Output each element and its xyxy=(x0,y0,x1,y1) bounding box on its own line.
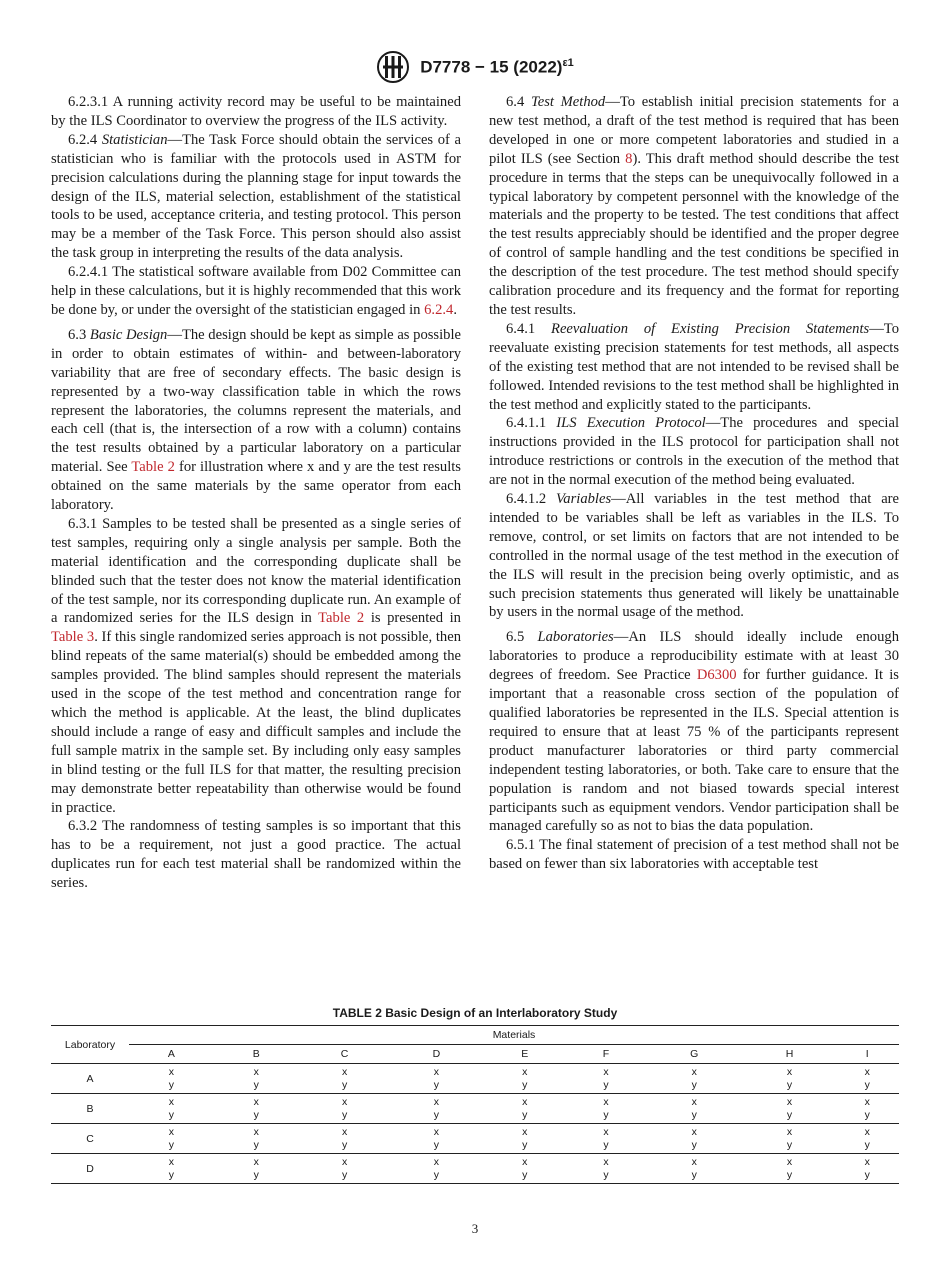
result-cell xyxy=(390,1124,482,1154)
x-result: x xyxy=(433,1156,440,1168)
paragraph-6-5-1: 6.5.1 The final statement of precision of a test method shall not be based on fewer than six laboratories with acceptable test xyxy=(489,837,899,873)
x-result: x xyxy=(168,1066,175,1078)
y-result: y xyxy=(253,1169,259,1181)
result-cell xyxy=(214,1064,299,1094)
x-result: x xyxy=(168,1126,175,1138)
paragraph-6-4: 6.4 Test Method—To establish initial precision statements for a new test method, a draft of the test method is required that has been developed in one or more competent laboratories and studied in a pilot ILS (see Section 8). This draft method should describe the test procedure in terms that the steps can be unequivocally followed in a typical laboratory by competent personnel with the knowledge of the materials and the property to be tested. The test conditions that affect the test results appreciably should be identified and the proper degree of control of sample handling and the test conditions be specified in the description of the test procedure. The test method should specify calibration procedure and its frequency and the format for reporting the test results. xyxy=(489,94,900,318)
x-result: x xyxy=(168,1096,175,1108)
y-result: y xyxy=(522,1109,528,1121)
y-result: y xyxy=(168,1109,175,1121)
section-8-link[interactable]: 8 xyxy=(625,150,633,167)
x-result: x xyxy=(168,1156,175,1168)
result-cell xyxy=(567,1094,645,1124)
y-result: y xyxy=(522,1139,528,1151)
material-column-header: G xyxy=(645,1045,744,1064)
y-result: y xyxy=(341,1169,348,1181)
result-cell xyxy=(567,1154,645,1184)
x-result: x xyxy=(341,1096,348,1108)
x-result: x xyxy=(253,1066,259,1078)
x-result: x xyxy=(864,1066,870,1078)
page-number: 3 xyxy=(471,1221,479,1236)
y-result: y xyxy=(522,1079,528,1091)
result-cell xyxy=(835,1154,899,1184)
x-result: x xyxy=(864,1096,870,1108)
x-result: x xyxy=(786,1066,793,1078)
y-result: y xyxy=(341,1139,348,1151)
document-designation: D7778 − 15 $(2022)^{\varepsilon 1}$ xyxy=(420,56,574,77)
x-result: x xyxy=(603,1066,609,1078)
paragraph-6-2-3-1: 6.2.3.1 A running activity record may be useful to be maintained by the ILS Coordinator to overview the progress of the ILS activity. xyxy=(51,94,461,129)
material-column-header: B xyxy=(214,1045,299,1064)
paragraph-6-3: 6.3 Basic Design—The design should be kept as simple as possible in order to obtain estimates of within- and between-laboratory variability that are free of secondary effects. The basic design is represented by a two-way classification table in which the rows represent the laboratories, the columns represent the materials, and each cell (that is, the intersection of a row with a column) contains the test results obtained by a particular laboratory on a particular material. See Table 2 for illustration where x and y are the test results obtained on the same materials by the same operator from each laboratory. xyxy=(51,326,461,514)
result-cell xyxy=(744,1064,836,1094)
result-cell xyxy=(744,1124,836,1154)
material-column-header: H xyxy=(744,1045,836,1064)
y-result: y xyxy=(168,1169,175,1181)
result-cell xyxy=(390,1154,482,1184)
y-result: y xyxy=(341,1079,348,1091)
y-result: y xyxy=(341,1109,348,1121)
laboratory-cell: D xyxy=(51,1154,129,1184)
x-result: x xyxy=(253,1096,259,1108)
table-row xyxy=(51,1154,899,1184)
result-cell xyxy=(299,1124,391,1154)
material-column-header: C xyxy=(299,1045,391,1064)
table-row xyxy=(51,1094,899,1124)
x-result: x xyxy=(691,1066,697,1078)
result-cell xyxy=(835,1064,899,1094)
laboratory-cell: A xyxy=(51,1064,129,1094)
y-result: y xyxy=(433,1139,440,1151)
y-result: y xyxy=(691,1169,697,1181)
x-result: x xyxy=(786,1096,793,1108)
x-result: x xyxy=(786,1156,793,1168)
x-result: x xyxy=(786,1126,793,1138)
x-result: x xyxy=(603,1096,609,1108)
ils-design-table xyxy=(51,1025,899,1184)
result-cell xyxy=(482,1094,567,1124)
x-result: x xyxy=(433,1126,440,1138)
astm-logo-icon xyxy=(376,50,410,84)
laboratory-header: Laboratory xyxy=(51,1026,129,1064)
x-result: x xyxy=(691,1156,697,1168)
table-2-link[interactable]: Table 2 xyxy=(318,610,365,627)
result-cell xyxy=(214,1124,299,1154)
result-cell xyxy=(835,1124,899,1154)
result-cell xyxy=(645,1154,744,1184)
x-result: x xyxy=(522,1126,528,1138)
y-result: y xyxy=(522,1169,528,1181)
x-result: x xyxy=(603,1126,609,1138)
result-cell xyxy=(129,1154,214,1184)
y-result: y xyxy=(864,1169,870,1181)
y-result: y xyxy=(864,1139,870,1151)
result-cell xyxy=(645,1124,744,1154)
y-result: y xyxy=(433,1169,440,1181)
x-result: x xyxy=(341,1126,348,1138)
result-cell xyxy=(744,1154,836,1184)
paragraph-6-2-4-1: 6.2.4.1 The statistical software available from D02 Committee can help in these calculations, but it is highly recommended that this work be done by, or under the oversight of the statistician engaged in 6.2.4. xyxy=(51,264,461,318)
paragraph-6-5: 6.5 Laboratories—An ILS should ideally include enough laboratories to produce a reproducibility estimate with at least 30 degrees of freedom. See Practice D6300 for further guidance. It is important that a reasonable cross section of the population of qualified laboratories be represented in the ILS. Special attention is required to ensure that at least 75 % of the participants represent product manufacturer laboratories or third party commercial independent testing laboratories, or both. Take care to ensure that the population is random and not biased towards special interest participants such as equipment vendors. Vendor participation shall be managed carefully so as not to bias the data population. xyxy=(489,629,899,835)
paragraph-6-3-1: 6.3.1 Samples to be tested shall be presented as a single series of test samples, requiring only a single analysis per sample. Both the material identification and the corresponding duplicate shall be blinded such that the tester does not know the material identification of the test sample, nor its corresponding duplicate run. An example of a randomized series for the ILS design in Table 2 is presented in Table 3. If this single randomized series approach is not possible, then blind repeats of the same material(s) should be embedded among the samples provided. The blind samples should represent the materials used in the scope of the test method and concentration range for which the method is applicable. At the least, the blind duplicates should include a range of easy and difficult samples and include the full sample matrix in the sample set. By including only easy samples in blind testing or the full ILS for that matter, the resulting precision may demonstrate better repeatability than otherwise would be found in practice. xyxy=(51,515,461,816)
result-cell xyxy=(129,1094,214,1124)
result-cell xyxy=(482,1154,567,1184)
y-result: y xyxy=(603,1169,609,1181)
material-column-header: F xyxy=(567,1045,645,1064)
y-result: y xyxy=(691,1139,697,1151)
practice-d6300-link[interactable]: D6300 xyxy=(696,667,737,684)
x-result: x xyxy=(341,1156,348,1168)
result-cell xyxy=(299,1064,391,1094)
y-result: y xyxy=(253,1079,259,1091)
y-result: y xyxy=(786,1109,793,1121)
x-result: x xyxy=(691,1096,697,1108)
y-result: y xyxy=(864,1079,870,1091)
result-cell xyxy=(214,1154,299,1184)
y-result: y xyxy=(603,1079,609,1091)
left-column xyxy=(51,93,461,893)
table-row xyxy=(51,1064,899,1094)
x-result: x xyxy=(433,1066,440,1078)
x-result: x xyxy=(341,1066,348,1078)
result-cell xyxy=(567,1064,645,1094)
paragraph-6-2-4: 6.2.4 Statistician—The Task Force should obtain the services of a statistician who is familiar with the protocols used in ASTM for precision calculations during the planning stage for input towards the design of the ILS, material selection, establishment of the statistical tools to be used, acceptance criteria, and testing protocol. This person may be a member of the Task Force. This person should also assist the task group in interpreting the results of the data analysis. xyxy=(51,131,461,262)
x-result: x xyxy=(253,1126,259,1138)
x-result: x xyxy=(253,1156,259,1168)
y-result: y xyxy=(253,1139,259,1151)
y-result: y xyxy=(864,1109,870,1121)
paragraph-6-4-1-1: 6.4.1.1 ILS Execution Protocol—The procedures and special instructions provided in the ILS protocol for participation shall not introduce restrictions or controls in the execution of the method that are not in the normal execution of the method being evaluated. xyxy=(489,415,899,489)
result-cell xyxy=(835,1094,899,1124)
result-cell xyxy=(390,1094,482,1124)
result-cell xyxy=(744,1094,836,1124)
result-cell xyxy=(214,1094,299,1124)
material-column-header: D xyxy=(390,1045,482,1064)
paragraph-6-3-2: 6.3.2 The randomness of testing samples is so important that this has to be a requirement, not just a good practice. The actual duplicates run for each test material shall be randomized within the series. xyxy=(51,818,461,892)
result-cell xyxy=(299,1154,391,1184)
y-result: y xyxy=(691,1079,697,1091)
right-column xyxy=(489,93,899,874)
table-row xyxy=(51,1124,899,1154)
material-column-header: I xyxy=(835,1045,899,1064)
result-cell xyxy=(129,1064,214,1094)
material-column-header: E xyxy=(482,1045,567,1064)
table-2-link[interactable]: Table 2 xyxy=(131,459,175,476)
x-result: x xyxy=(864,1156,870,1168)
result-cell xyxy=(129,1124,214,1154)
x-result: x xyxy=(603,1156,609,1168)
x-result: x xyxy=(522,1156,528,1168)
x-result: x xyxy=(864,1126,870,1138)
table-3-link[interactable]: Table 3 xyxy=(51,629,95,646)
paragraph-6-4-1-2: 6.4.1.2 Variables—All variables in the test method that are intended to be variables shall be left as variables in the ILS. To remove, control, or set limits on factors that are not intended to be controlled in the normal usage of the test method in the execution of the ILS will result in the precision being overly optimistic, and as such precision statements thus generated will likely be unattainable by users in the normal usage of the method. xyxy=(489,491,900,621)
materials-header: Materials xyxy=(129,1026,899,1045)
laboratory-cell: B xyxy=(51,1094,129,1124)
y-result: y xyxy=(786,1139,793,1151)
result-cell xyxy=(390,1064,482,1094)
x-result: x xyxy=(522,1096,528,1108)
paragraph-6-4-1: 6.4.1 Reevaluation of Existing Precision Statements—To reevaluate existing precision statements for test methods, all aspects of the existing test method that are not intended to be revised shall be followed. Intended revisions to the test method shall be highlighted in the test method and explicitly stated to the participants. xyxy=(489,320,899,413)
material-column-header: A xyxy=(129,1045,214,1064)
y-result: y xyxy=(253,1109,259,1121)
table-title: TABLE 2 Basic Design of an Interlaboratory Study xyxy=(332,1006,618,1020)
y-result: y xyxy=(433,1109,440,1121)
y-result: y xyxy=(786,1079,793,1091)
y-result: y xyxy=(691,1109,697,1121)
x-result: x xyxy=(522,1066,528,1078)
y-result: y xyxy=(433,1079,440,1091)
laboratory-cell: C xyxy=(51,1124,129,1154)
x-result: x xyxy=(433,1096,440,1108)
section-link-6-2-4[interactable]: 6.2.4 xyxy=(424,301,454,318)
result-cell xyxy=(567,1124,645,1154)
result-cell xyxy=(299,1094,391,1124)
page-header xyxy=(0,50,950,89)
result-cell xyxy=(482,1064,567,1094)
result-cell xyxy=(645,1094,744,1124)
y-result: y xyxy=(603,1109,609,1121)
y-result: y xyxy=(603,1139,609,1151)
x-result: x xyxy=(691,1126,697,1138)
y-result: y xyxy=(168,1139,175,1151)
y-result: y xyxy=(786,1169,793,1181)
result-cell xyxy=(482,1124,567,1154)
result-cell xyxy=(645,1064,744,1094)
y-result: y xyxy=(168,1079,175,1091)
